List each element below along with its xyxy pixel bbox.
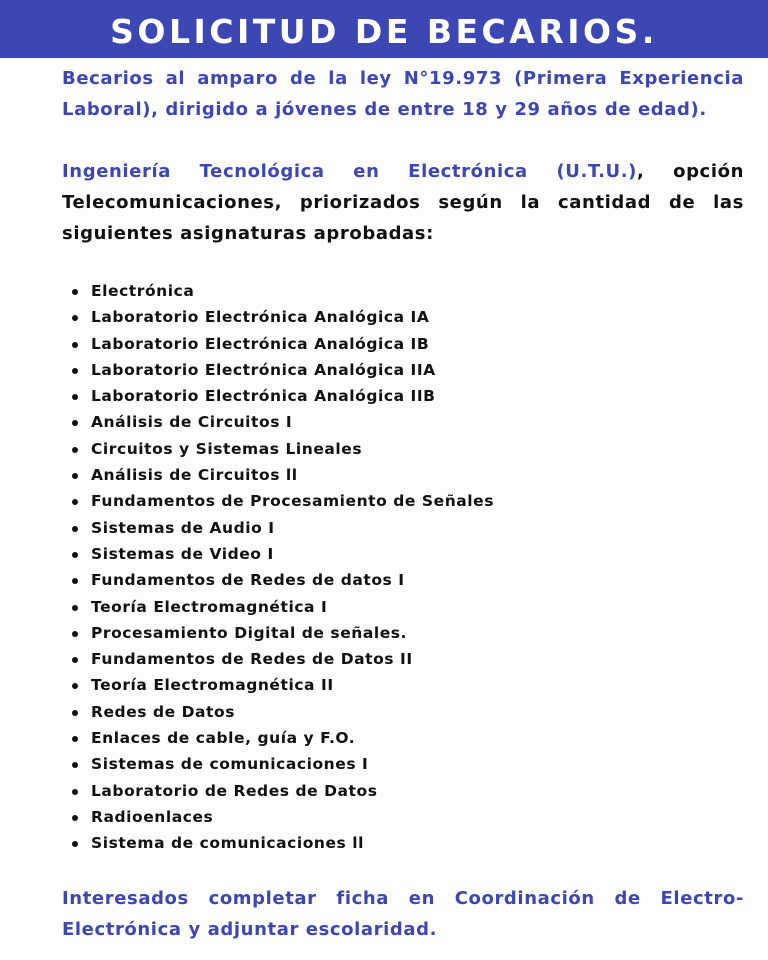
list-item xyxy=(72,830,494,856)
subject-label: Fundamentos de Procesamiento de Señales xyxy=(91,492,495,511)
header-banner xyxy=(0,0,768,58)
list-item xyxy=(72,304,494,330)
subject-label: Análisis de Circuitos ll xyxy=(91,466,298,485)
list-item xyxy=(72,357,494,383)
subject-label: Enlaces de cable, guía y F.O. xyxy=(91,729,356,748)
closing-paragraph: Interesados completar ficha en Coordinación de Electro-Electrónica y adjuntar escolaridad. xyxy=(62,888,744,940)
bullet-icon xyxy=(72,578,78,584)
subject-label: Laboratorio Electrónica Analógica IA xyxy=(91,308,430,327)
subject-label: Laboratorio de Redes de Datos xyxy=(91,781,378,800)
list-item xyxy=(72,541,494,567)
page-title: SOLICITUD DE BECARIOS. xyxy=(110,11,658,51)
subject-label: Radioenlaces xyxy=(91,807,214,826)
career-description: , opción Telecomunicaciones, priorizados según la cantidad de las siguientes asignaturas aprobadas: xyxy=(62,161,744,244)
career-highlight: Ingeniería Tecnológica en Electrónica (U.T.U.) xyxy=(62,161,637,182)
list-item xyxy=(72,594,494,620)
bullet-icon xyxy=(72,736,78,742)
list-item xyxy=(72,699,494,725)
list-item xyxy=(72,646,494,672)
subject-label: Fundamentos de Redes de datos I xyxy=(91,571,405,590)
bullet-icon xyxy=(72,447,78,453)
career-paragraph xyxy=(62,156,744,249)
bullet-icon xyxy=(72,631,78,637)
list-item xyxy=(72,620,494,646)
bullet-icon xyxy=(72,394,78,400)
subject-label: Sistema de comunicaciones ll xyxy=(91,834,364,853)
bullet-icon xyxy=(72,762,78,768)
subject-label: Redes de Datos xyxy=(91,702,235,721)
bullet-icon xyxy=(72,815,78,821)
list-item xyxy=(72,278,494,304)
bullet-icon xyxy=(72,315,78,321)
subject-label: Sistemas de Audio I xyxy=(91,518,275,537)
list-item xyxy=(72,515,494,541)
bullet-icon xyxy=(72,420,78,426)
subject-label: Análisis de Circuitos I xyxy=(91,413,293,432)
subject-label: Sistemas de Video I xyxy=(91,544,274,563)
bullet-icon xyxy=(72,499,78,505)
list-item xyxy=(72,436,494,462)
list-item xyxy=(72,751,494,777)
subject-label: Circuitos y Sistemas Lineales xyxy=(91,439,363,458)
bullet-icon xyxy=(72,342,78,348)
subject-label: Laboratorio Electrónica Analógica IB xyxy=(91,334,430,353)
list-item xyxy=(72,778,494,804)
subject-label: Procesamiento Digital de señales. xyxy=(91,623,407,642)
list-item xyxy=(72,567,494,593)
bullet-icon xyxy=(72,473,78,479)
bullet-icon xyxy=(72,552,78,558)
subject-label: Fundamentos de Redes de Datos II xyxy=(91,650,413,669)
bullet-icon xyxy=(72,526,78,532)
list-item xyxy=(72,488,494,514)
subject-list xyxy=(72,278,494,857)
bullet-icon xyxy=(72,368,78,374)
list-item xyxy=(72,725,494,751)
subject-label: Laboratorio Electrónica Analógica IIB xyxy=(91,387,436,406)
subject-label: Laboratorio Electrónica Analógica IIA xyxy=(91,360,436,379)
bullet-icon xyxy=(72,605,78,611)
bullet-icon xyxy=(72,789,78,795)
bullet-icon xyxy=(72,710,78,716)
list-item xyxy=(72,409,494,435)
subject-label: Teoría Electromagnética I xyxy=(91,597,328,616)
bullet-icon xyxy=(72,289,78,295)
list-item xyxy=(72,804,494,830)
bullet-icon xyxy=(72,657,78,663)
bullet-icon xyxy=(72,683,78,689)
bullet-icon xyxy=(72,841,78,847)
subject-label: Sistemas de comunicaciones I xyxy=(91,755,369,774)
intro-paragraph: Becarios al amparo de la ley N°19.973 (Primera Experiencia Laboral), dirigido a jóvenes de entre 18 y 29 años de edad). xyxy=(62,68,744,120)
subject-label: Electrónica xyxy=(91,282,195,300)
list-item xyxy=(72,672,494,698)
list-item xyxy=(72,331,494,357)
subject-label: Teoría Electromagnética II xyxy=(91,676,334,695)
list-item xyxy=(72,462,494,488)
list-item xyxy=(72,383,494,409)
